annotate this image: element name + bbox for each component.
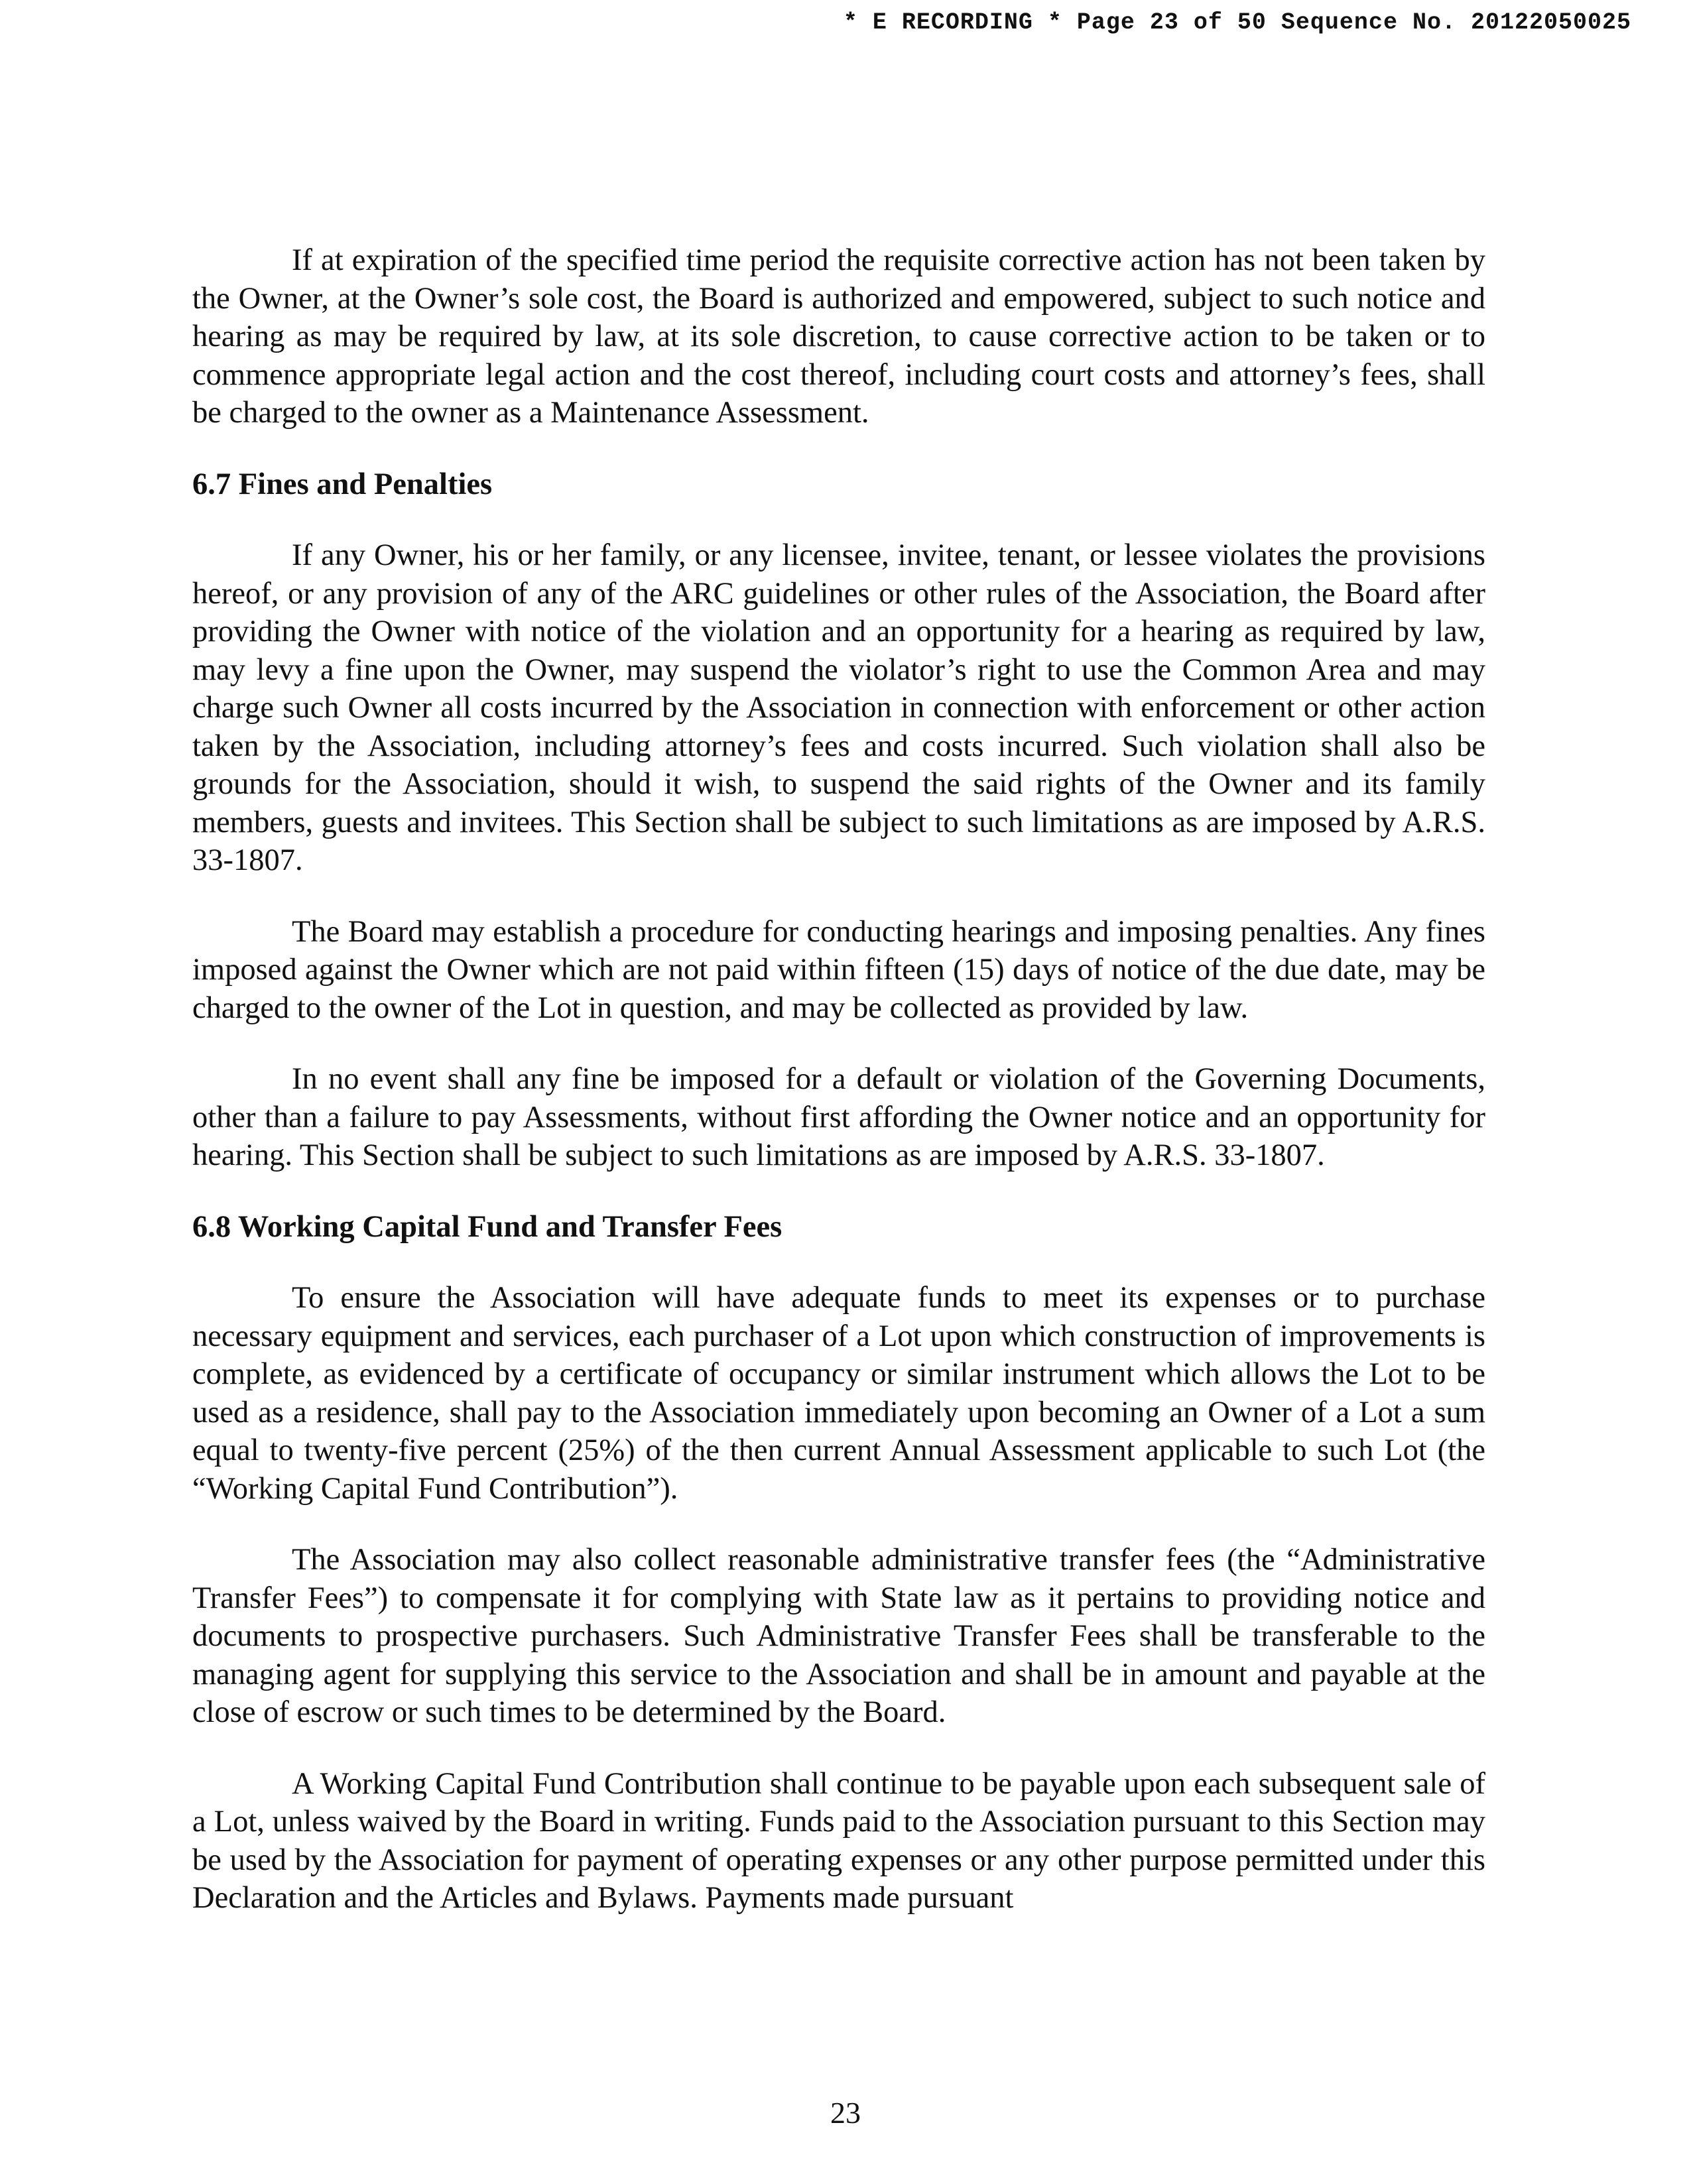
paragraph-transfer-fees: The Association may also collect reasonable administrative transfer fees (the “Administrative Transfer Fees”) to compensate it for complying with State law as it pertains to providing notice and documents to prospective purchasers. Such Administrative Transfer Fees shall be transferable to the managing agent for supplying this service to the Association and shall be in amount and payable at the close of escrow or such times to be determined by the Board.	[192, 1543, 1485, 1729]
paragraph-hearing-procedure: The Board may establish a procedure for conducting hearings and imposing penalties. Any fines imposed against the Owner which are not paid within fifteen (15) days of notice of the due date, may be charged to the owner of the Lot in question, and may be collected as provided by law.	[192, 914, 1485, 1025]
section-heading-6-8: 6.8 Working Capital Fund and Transfer Fees	[192, 1209, 783, 1244]
paragraph-corrective-action: If at expiration of the specified time period the requisite corrective action has not been taken by the Owner, at the Owner’s sole cost, the Board is authorized and empowered, subject to such notice and hearing as may be required by law, at its sole discretion, to cause corrective action to be taken or to commence appropriate legal action and the cost thereof, including court costs and attorney’s fees, shall be charged to the owner as a Maintenance Assessment.	[192, 243, 1485, 430]
paragraph-fines-violations: If any Owner, his or her family, or any licensee, invitee, tenant, or lessee violates the provisions hereof, or any provision of any of the ARC guidelines or other rules of the Association, the Board after providing the Owner with notice of the violation and an opportunity for a hearing as required by law, may levy a fine upon the Owner, may suspend the violator’s right to use the Common Area and may charge such Owner all costs incurred by the Association in connection with enforcement or other action taken by the Association, including attorney’s fees and costs incurred. Such violation shall also be grounds for the Association, should it wish, to suspend the said rights of the Owner and its family members, guests and invitees. This Section shall be subject to such limitations as are imposed by A.R.S. 33-1807.	[192, 538, 1485, 877]
page-number: 23	[830, 2096, 861, 2130]
paragraph-fine-notice: In no event shall any fine be imposed for a default or violation of the Governing Documents, other than a failure to pay Assessments, without first affording the Owner notice and an opportunity for hearing. This Section shall be subject to such limitations as are imposed by A.R.S. 33-1807.	[192, 1062, 1485, 1172]
recording-stamp-header: * E RECORDING * Page 23 of 50 Sequence No. 20122050025	[843, 9, 1631, 36]
document-body	[192, 241, 1485, 1951]
section-heading-6-7: 6.7 Fines and Penalties	[192, 467, 493, 501]
paragraph-subsequent-sale: A Working Capital Fund Contribution shall continue to be payable upon each subsequent sale of a Lot, unless waived by the Board in writing. Funds paid to the Association pursuant to this Section may be used by the Association for payment of operating expenses or any other purpose permitted under this Declaration and the Articles and Bylaws. Payments made pursuant	[192, 1766, 1485, 1915]
paragraph-working-capital: To ensure the Association will have adequate funds to meet its expenses or to purchase necessary equipment and services, each purchaser of a Lot upon which construction of improvements is complete, as evidenced by a certificate of occupancy or similar instrument which allows the Lot to be used as a residence, shall pay to the Association immediately upon becoming an Owner of a Lot a sum equal to twenty-five percent (25%) of the then current Annual Assessment applicable to such Lot (the “Working Capital Fund Contribution”).	[192, 1281, 1485, 1506]
